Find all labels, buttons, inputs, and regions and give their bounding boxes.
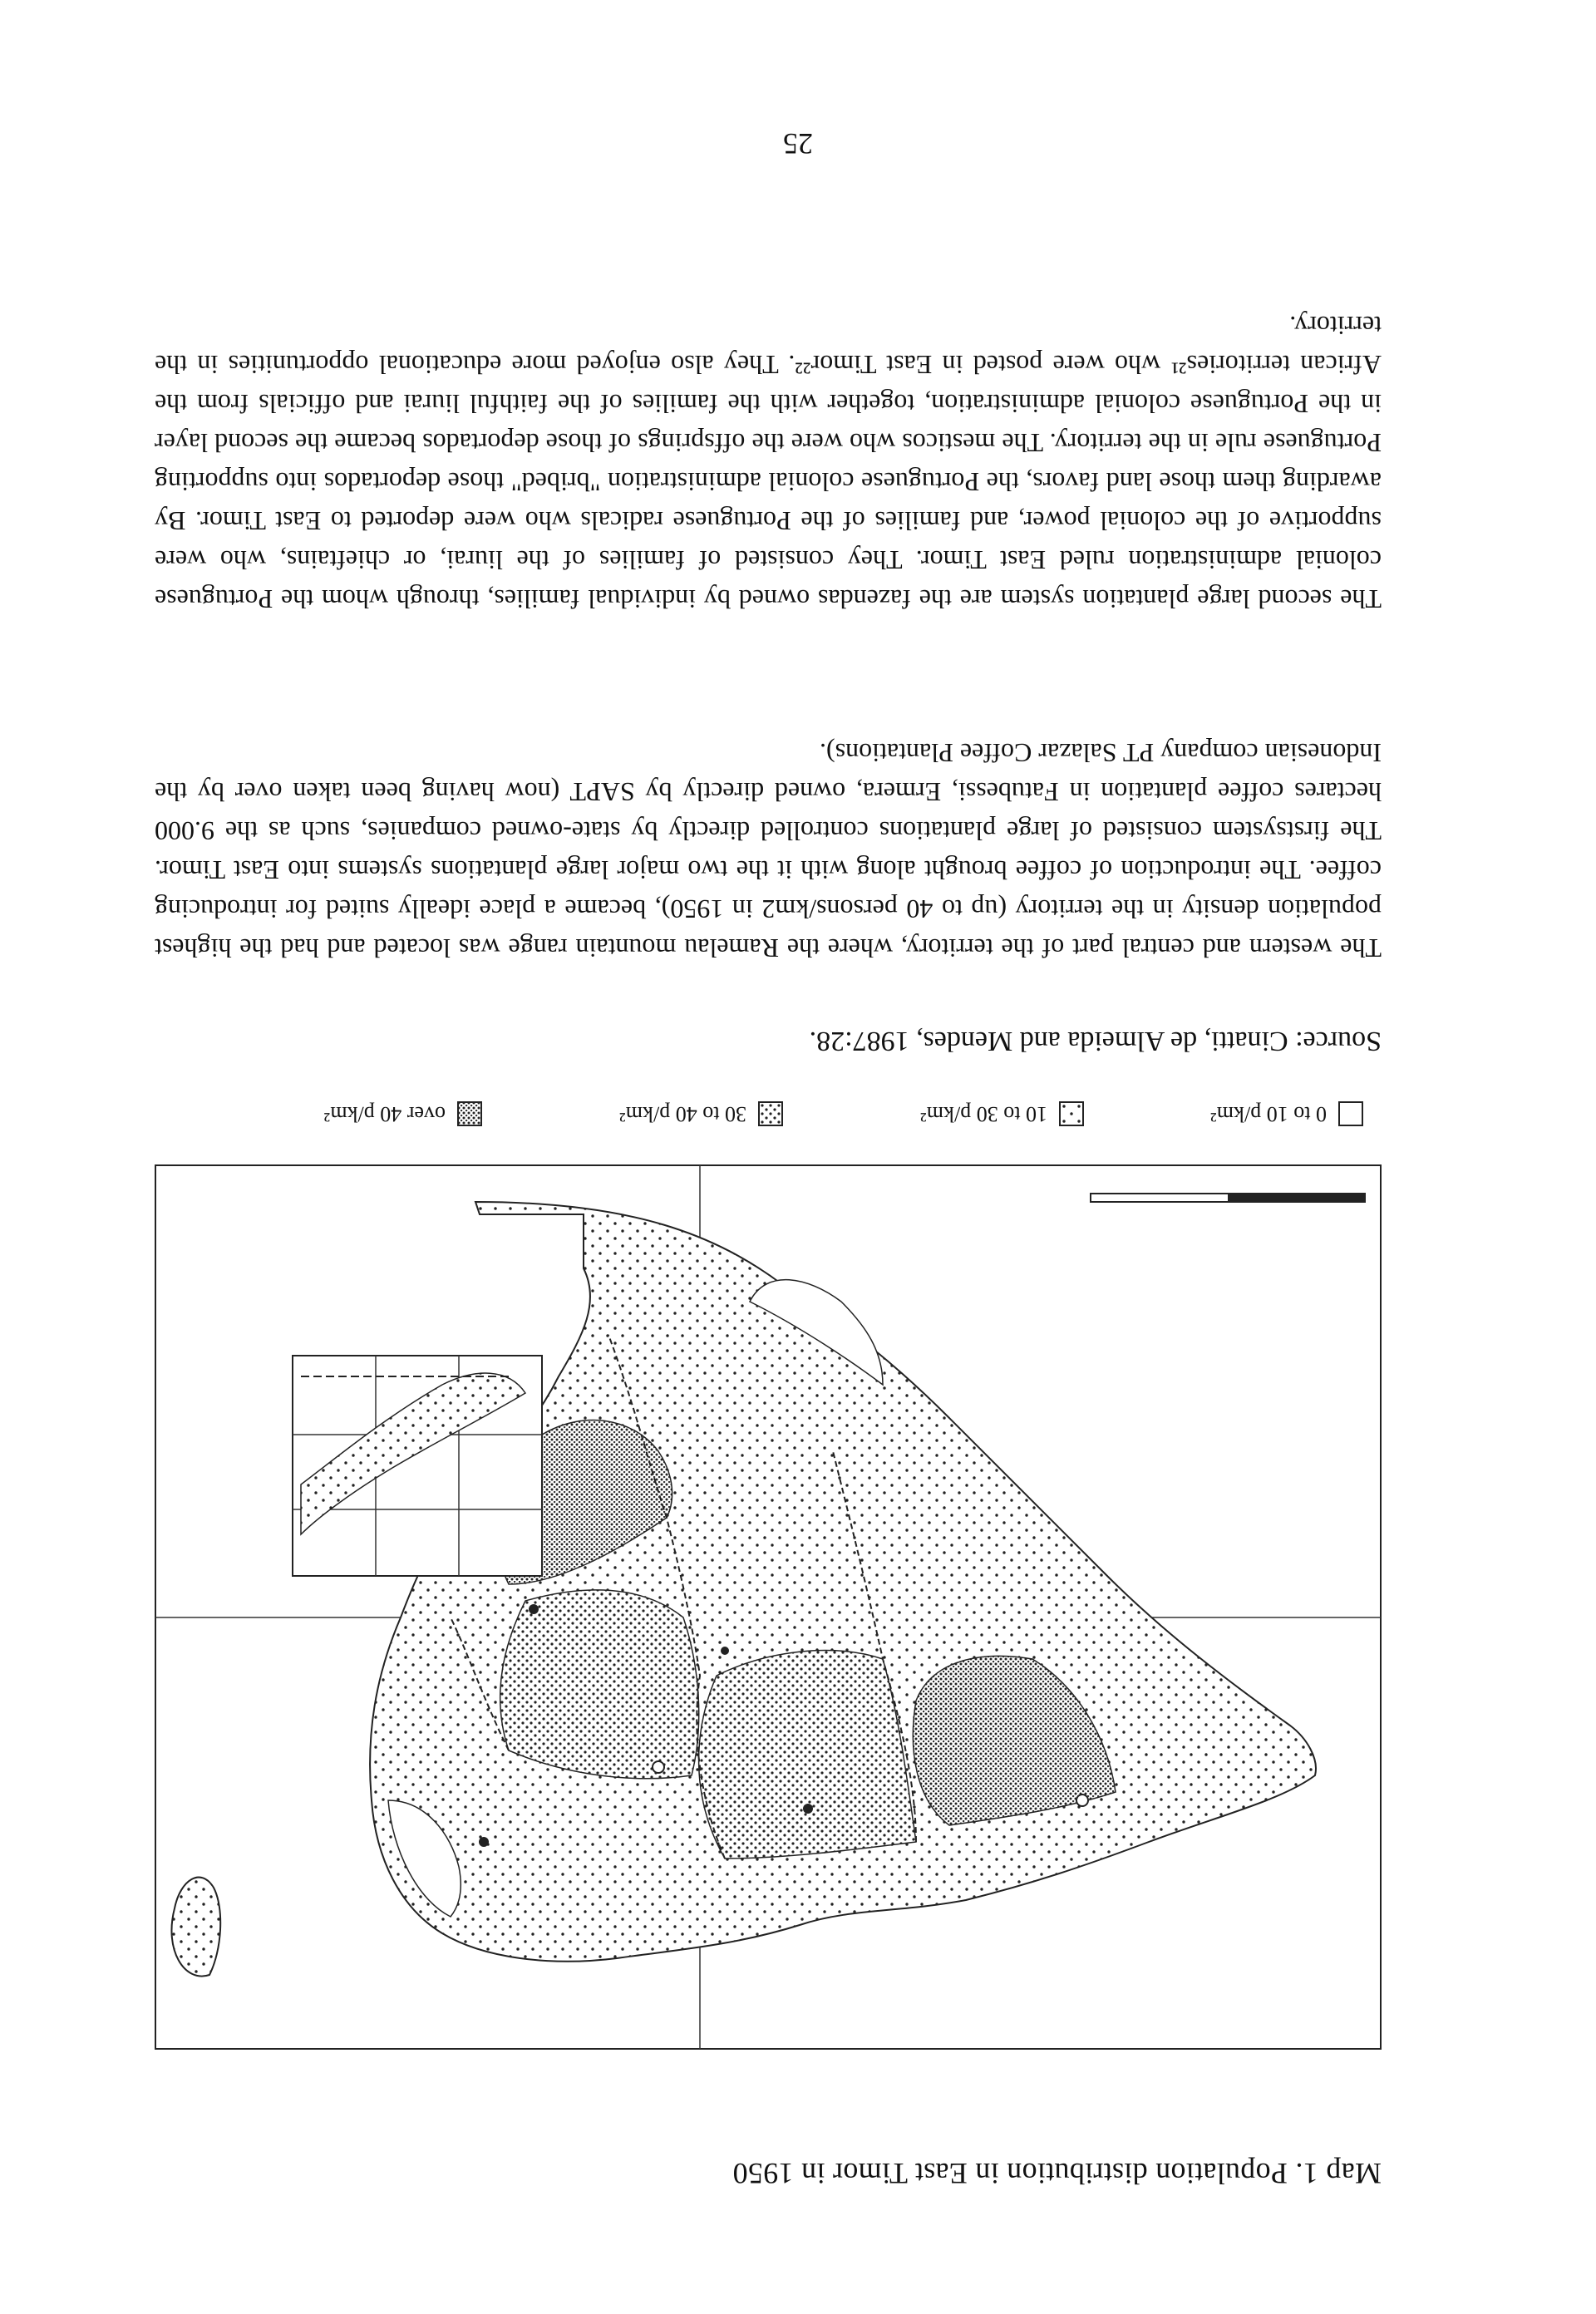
- map-source: Source: Cinatti, de Almeida and Mendes, 1987:28.: [809, 1026, 1382, 1056]
- region-30-40: [500, 1590, 699, 1779]
- paragraph-fazendas: The second large plantation system are the fazendas owned by individual families, through whom the Portuguese colonial administration ruled East Timor. They consisted of families of the liurai, or chieftains, who were supportive of the colonial power, and families of the Portuguese radicals who were deported to East Timor. By awarding them those land favors, the Portuguese colonial administration "bribed" those deportados into supporting Portuguese rule in the territory. The mesticos who were the offsprings of those deportados became the second layer in the Portuguese colonial administration, together with the families of the faithful liurai and officials from the African territories²¹ who were posted in East Timor²². They also enjoyed more educational opportunities in the territory.: [155, 311, 1382, 614]
- legend-item: [619, 1097, 783, 1130]
- legend-swatch-dense: [457, 1101, 482, 1126]
- town-marker: [529, 1604, 539, 1614]
- population-map: [155, 1164, 1382, 2050]
- legend-label: over 40 p/km²: [323, 1102, 446, 1126]
- legend-label: 0 to 10 p/km²: [1210, 1102, 1327, 1126]
- scale-bar-segment: [1228, 1194, 1365, 1202]
- map-legend: [166, 1097, 1363, 1130]
- map-caption: Map 1. Population distribution in East Timor in 1950: [732, 2157, 1382, 2190]
- legend-swatch-medium: [758, 1101, 783, 1126]
- legend-swatch-sparse: [1059, 1101, 1084, 1126]
- map-figure: [155, 1164, 1382, 2050]
- atauro-island: [171, 1878, 220, 1977]
- town-marker: [653, 1761, 664, 1773]
- legend-item: [1210, 1097, 1363, 1130]
- legend-item: [324, 1097, 482, 1130]
- town-marker: [803, 1804, 813, 1814]
- legend-item: [920, 1097, 1084, 1130]
- legend-swatch-white: [1338, 1101, 1363, 1126]
- paragraph-coffee-introduction: The western and central part of the territory, where the Ramelau mountain range was located and had the highest population density in the territory (up to 40 persons/km2 in 1950), became a place ideally suited for introducing coffee. The introduction of coffee brought along with it the two major large plantations systems into East Timor. The firstsystem consisted of large plantations controlled directly by state-owned companies, such as the 9.000 hectares coffee plantation in Fatubessi, Ermera, owned directly by SAPT (now having been taken over by the Indonesian company PT Salazar Coffee Plantations).: [155, 738, 1382, 963]
- legend-label: 10 to 30 p/km²: [920, 1102, 1047, 1126]
- legend-label: 30 to 40 p/km²: [619, 1102, 746, 1126]
- region-30-40: [699, 1651, 916, 1859]
- town-marker: [721, 1647, 729, 1655]
- town-marker: [1076, 1795, 1088, 1806]
- page-number: 25: [783, 127, 813, 160]
- town-marker: [479, 1837, 489, 1847]
